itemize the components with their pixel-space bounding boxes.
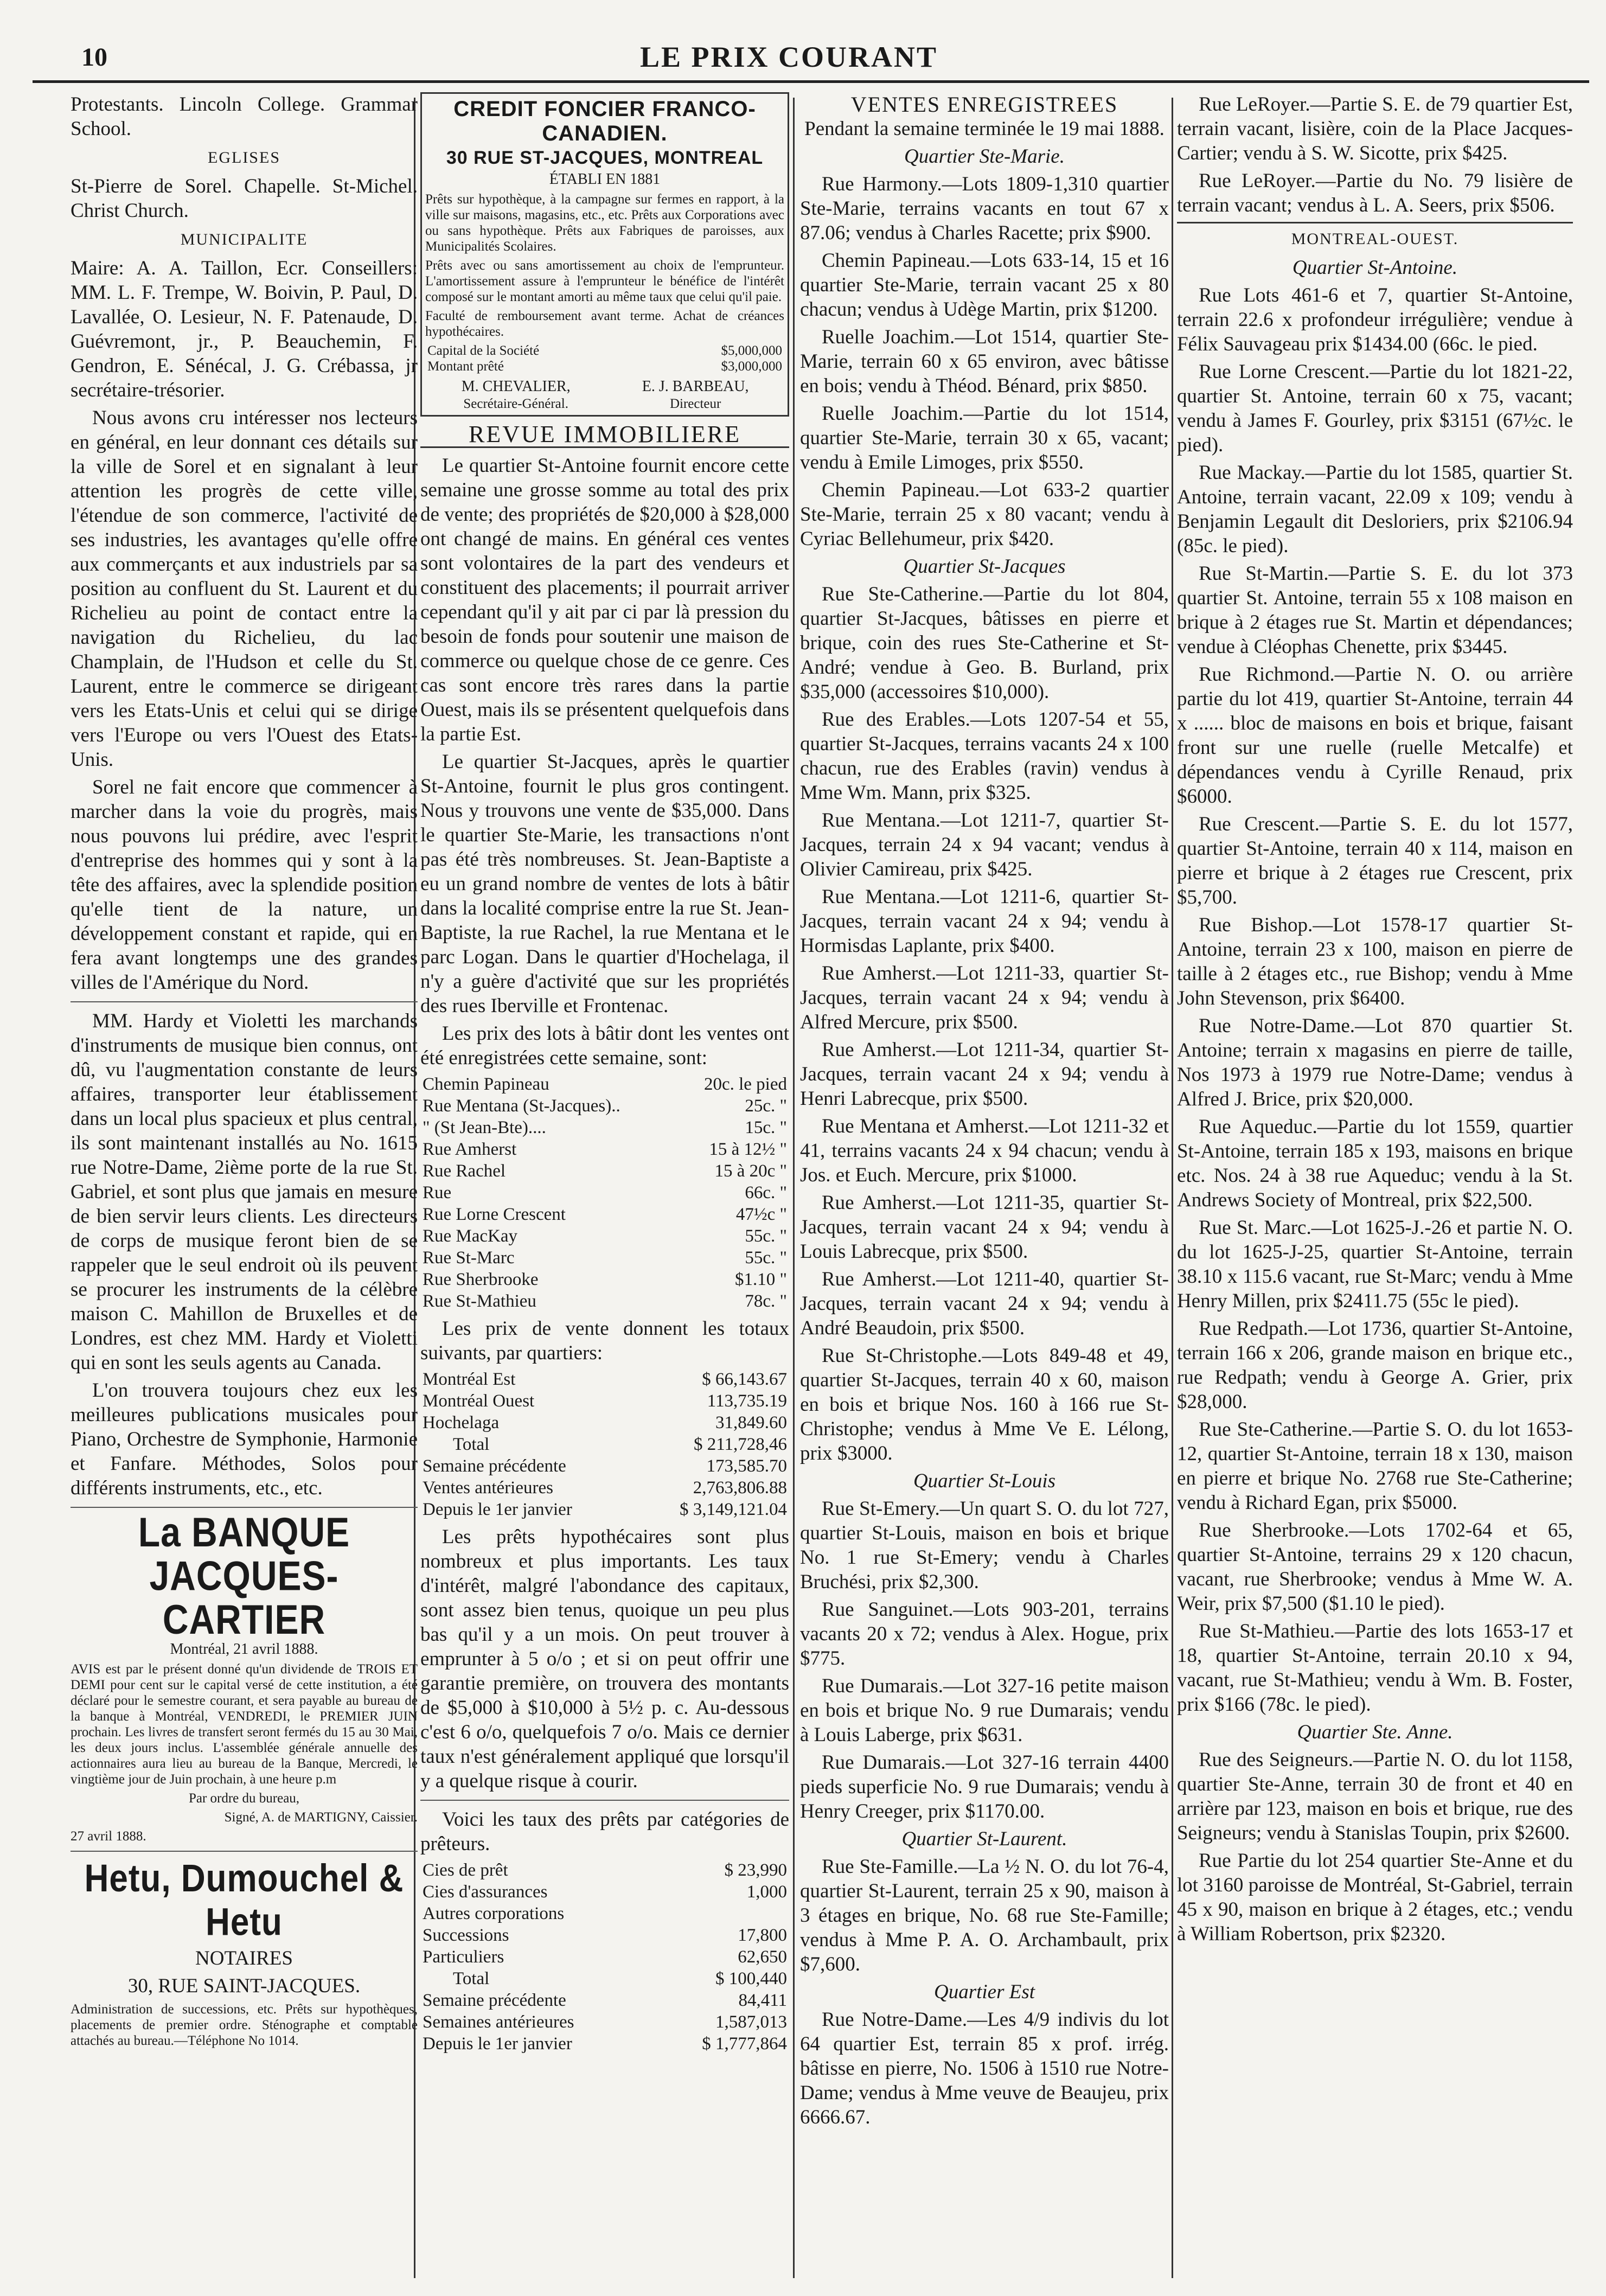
sale-entry: Ruelle Joachim.—Lot 1514, quartier Ste-Marie, terrain 60 x 65 environ, avec bâtisse en bois; vendu à Théod. Bénard, prix $850. [800,326,1169,397]
ventes-subtitle: Pendant la semaine terminée le 19 mai 1888. [804,118,1164,140]
hetu-body: Administration de successions, etc. Prêts sur hypothèques, placements de premier ordre. Sténographe et comptable attachés au bureau.—Téléphone No 1014. [71,2002,418,2048]
loan-row-value: 1,000 [746,1882,787,1902]
sale-entry: Rue Amherst.—Lot 1211-35, quartier St-Jacques, terrain vacant 24 x 94; vendu à Louis Labrecque, prix $500. [800,1192,1169,1263]
sale-entry: Rue Mentana.—Lot 1211-7, quartier St-Jacques, terrain 24 x 94 vacant; vendus à Olivier Camireau, prix $425. [800,809,1169,880]
summary-table [420,1434,789,1520]
sale-entry: Rue St-Christophe.—Lots 849-48 et 49, quartier St-Jacques, terrain 40 x 60, maison en bois et brique Nos. 160 à 166 rue St-Christophe; vendus à Mme Ve E. Lélong, prix $3000. [800,1345,1169,1464]
price-row-label: Rue St-Mathieu [423,1291,536,1311]
sale-entry: Rue Notre-Dame.—Les 4/9 indivis du lot 64 quartier Est, terrain 85 x prof. irrég. bâtisse en pierre, No. 1506 à 1510 rue Notre-Dame; vendus à Mme veuve de Beaujeu, prix 6666.67. [800,2009,1169,2128]
price-row [420,1290,789,1312]
price-row [420,1225,789,1247]
banque-order: Par ordre du bureau, [188,1791,300,1806]
price-row-label: Rue Sherbrooke [423,1270,539,1289]
sig-right-title: Directeur [669,396,721,411]
sale-entry: Rue St-Martin.—Partie S. E. du lot 373 quartier St. Antoine, terrain 55 x 108 maison en brique à 2 étages rue St. Martin et dépendances; vendue à Cléophas Chenette, prix $3445. [1177,562,1573,658]
sale-entry: Rue Sherbrooke.—Lots 1702-64 et 65, quartier St-Antoine, terrains 29 x 120 chacun, vacant, rue Sherbrooke; vendus à Mme W. A. Weir, prix $7,500 ($1.10 le pied). [1177,1519,1573,1615]
total-row [420,1390,789,1412]
loan-semaine-label: Semaine précédente [423,1991,566,2010]
sale-entry: Rue Bishop.—Lot 1578-17 quartier St-Antoine, terrain 23 x 100, maison en pierre de taille à 2 étages etc., rue Bishop; vendu à Mme John Stevenson, prix $6400. [1177,914,1573,1009]
loan-ant-label: Semaines antérieures [423,2012,574,2032]
total-value: $ 211,728,46 [693,1435,787,1454]
ventes-label: Ventes antérieures [423,1478,553,1498]
hetu-subtitle: NOTAIRES [195,1947,293,1969]
loan-row [420,1924,789,1946]
paragraph: Les prêts hypothécaires sont plus nombreux et plus importants. Les taux d'intérêt, malgré l'abondance des capitaux, sont assez bien tenus, quoique un peu plus bas qu'il y a un mois. On peut trouver à emprunter à 5 o/o ; et si on peut offrir une garantie première, on trouvera des montants de $5,000 à $10,000 à 5½ p. c. Au-dessous c'est 6 o/o, quelquefois 7 o/o. Mais ce dernier taux n'est généralement appliqué que lorsqu'il y a quelque risque à courir. [420,1526,789,1792]
credit-foncier-ad [420,92,789,417]
credit-body: Prêts avec ou sans amortissement au choix de l'emprunteur. L'amortissement assure à l'emprunteur le bénéfice de l'intérêt composé sur le montant amorti au même taux que celui qu'il paie. [425,258,784,304]
quarter-totals-table [420,1368,789,1434]
price-row-label: Rue St-Marc [423,1248,515,1268]
banque-date2: 27 avril 1888. [71,1829,146,1844]
price-row-value: 15 à 12½ " [709,1140,787,1159]
column-3 [800,92,1169,2263]
ventes-value: 2,763,806.88 [693,1478,787,1498]
sale-entry: Chemin Papineau.—Lots 633-14, 15 et 16 quartier Ste-Marie, terrain vacant 25 x 80 chacun; vendus à Udège Martin, prix $1200. [800,250,1169,321]
paragraph: Le quartier St-Jacques, après le quartier St-Antoine, fournit le plus gros contingent. Nous y trouvons une vente de $35,000. Dans le quartier Ste-Marie, les transactions n'ont pas été très nombreuses. St. Jean-Baptiste a eu un grand nombre de ventes de lots à bâtir dans la localité comprise entre la rue St. Jean-Baptiste, la rue Rachel, la rue Mentana et le parc Logan. Dans le quartier d'Hochelaga, il n'y a guère d'activité que sur les propriétés des rues Iberville et Frontenac. [420,751,789,1017]
quarter-heading: Quartier St-Louis [913,1470,1056,1492]
sale-entry: Rue Crescent.—Partie S. E. du lot 1577, quartier St-Antoine, terrain 40 x 114, maison en pierre et brique à 2 étages rue Crescent, prix $5,700. [1177,813,1573,909]
column-divider [1172,98,1173,2278]
column-4 [1177,92,1573,2263]
sale-entry: Rue Aqueduc.—Partie du lot 1559, quartier St-Antoine, terrain 185 x 193, maisons en brique etc. Nos. 24 à 38 rue Aqueduc; vendu à la St. Andrews Society of Montreal, prix $22,500. [1177,1116,1573,1211]
loan-row-label: Particuliers [423,1947,504,1967]
quarter-heading: Quartier Ste-Marie. [904,145,1065,168]
sig-left: M. CHEVALIER, [461,378,571,395]
quarter-heading: Quartier Ste. Anne. [1297,1721,1453,1743]
total-row-label: Montréal Ouest [423,1391,535,1411]
price-row-label: Rue Rachel [423,1161,506,1181]
sale-entry: Rue St-Mathieu.—Partie des lots 1653-17 et 18, quartier St-Antoine, terrain 20.10 x 94, vacant, rue St-Mathieu; vendu à Wm. B. Foster, prix $166 (78c. le pied). [1177,1620,1573,1716]
price-row-label: Rue Lorne Crescent [423,1205,566,1224]
sale-entry: Rue Lots 461-6 et 7, quartier St-Antoine, terrain 22.6 x profondeur irrégulière; vendue à Félix Sauvageau prix $1434.00 (66c. le pied. [1177,284,1573,355]
loan-row-value: 17,800 [738,1926,787,1945]
sale-entry: Rue Dumarais.—Lot 327-16 terrain 4400 pieds superficie No. 9 rue Dumarais; vendu à Henry Creeger, prix $1170.00. [800,1751,1169,1822]
total-label: Total [453,1435,490,1454]
sale-entry: Chemin Papineau.—Lot 633-2 quartier Ste-Marie, terrain 25 x 80 vacant; vendu à Cyriac Bellehumeur, prix $420. [800,479,1169,550]
price-row-value: $1.10 " [735,1270,787,1289]
price-row-value: 47½c " [735,1205,787,1224]
sale-entry: Rue Lorne Crescent.—Partie du lot 1821-22, quartier St. Antoine, terrain 60 x 75, vacant; vendu à James F. Gourley, prix $3151 (67½c. le pied). [1177,361,1573,456]
divider [71,1001,418,1002]
credit-title: CREDIT FONCIER FRANCO-CANADIEN. [453,97,756,145]
sale-entry: Rue LeRoyer.—Partie S. E. de 79 quartier Est, terrain vacant, lisière, coin de la Place Jacques-Cartier; vendu à S. W. Sicotte, prix $425. [1177,93,1573,164]
sale-entry: Rue LeRoyer.—Partie du No. 79 lisière de terrain vacant; vendus à L. A. Seers, prix $506. [1177,170,1573,216]
quarter-heading: Quartier St-Antoine. [1292,257,1458,279]
loan-row-value [673,1903,789,1924]
sale-entry: Rue Partie du lot 254 quartier Ste-Anne et du lot 3160 paroisse de Montréal, St-Gabriel, terrain 45 x 90, maison en brique à 2 étages, etc.; vendu à William Robertson, prix $2320. [1177,1850,1573,1945]
paragraph: L'on trouvera toujours chez eux les meilleures publications musicales pour Piano, Orchestre de Symphonie, Harmonie et Fanfare. Méthodes, Solos pour différents instruments, etc., etc. [71,1379,418,1499]
price-row-value: 25c. " [745,1096,787,1116]
banque-body: AVIS est par le présent donné qu'un dividende de TROIS ET DEMI pour cent sur le capital versé de cette institution, a été déclaré pour le semestre courant, et sera payable au bureau de la banque à Montréal, VENDREDI, le PREMIER JUIN prochain. Les livres de transfert seront fermés du 15 au 30 Mai, les deux jours inclus. L'assemblée générale annuelle des actionnaires aura lieu au bureau de la Banque, Mercredi, le vingtième jour de Juin prochain, à une heure p.m [71,1662,418,1787]
loan-row-label: Cies d'assurances [423,1882,548,1902]
price-row-label: Rue Mentana (St-Jacques).. [423,1096,620,1116]
banque-date: Montréal, 21 avril 1888. [170,1641,318,1658]
total-row-value: $ 66,143.67 [702,1370,787,1389]
sig-right: E. J. BARBEAU, [642,378,749,395]
price-row-value: 55c. " [745,1248,787,1268]
price-row [420,1182,789,1204]
sale-entry: Rue Richmond.—Partie N. O. ou arrière partie du lot 419, quartier St-Antoine, terrain 44 x ...... bloc de maisons en bois et brique, faisant front sur une ruelle (ruelle Metcalfe) et dépendances vendu à Cyrille Renaud, prix $6000. [1177,663,1573,808]
depuis-label: Depuis le 1er janvier [423,1500,572,1519]
credit-body: Prêts sur hypothèque, à la campagne sur fermes en rapport, à la ville sur maisons, magasins, etc., etc. Prêts aux Corporations avec ou sans hypothèque. Prêts aux Fabriques de paroisses, aux Municipalités Scolaires. [425,192,784,254]
paragraph: Voici les taux des prêts par catégories de prêteurs. [420,1808,789,1855]
loan-total-value: $ 100,440 [715,1969,787,1988]
price-row-value: 20c. le pied [703,1075,787,1094]
loan-depuis-label: Depuis le 1er janvier [423,2034,572,2054]
sig-left-title: Secrétaire-Général. [463,396,568,411]
lot-prices-table [420,1073,789,1312]
header-rule [33,80,1589,83]
price-row-label: Rue Amherst [423,1140,517,1159]
loan-row-label: Cies de prêt [423,1860,508,1880]
price-row-label: Rue [423,1183,452,1203]
hetu-title: Hetu, Dumouchel & Hetu [84,1857,404,1944]
price-row-label: Rue MacKay [423,1226,518,1246]
loans-table [420,1859,789,1968]
credit-body: Faculté de remboursement avant terme. Achat de créances hypothécaires. [425,309,784,339]
sale-entry: Rue Ste-Catherine.—Partie du lot 804, quartier St-Jacques, bâtisses en pierre et brique, coin des rues Ste-Catherine et St-André; vendue à Geo. B. Burland, prix $35,000 (accessoires $10,000). [800,583,1169,703]
loan-ant-value: 1,587,013 [715,2012,787,2032]
paragraph: Protestants. Lincoln College. Grammar School. [71,93,418,140]
quarter-heading: Quartier Est [933,1981,1035,2003]
credit-capital-value: $5,000,000 [721,343,782,358]
paragraph: MM. Hardy et Violetti les marchands d'instruments de musique bien connus, ont dû, vu l'augmentation constante de leurs affaires, transporter leur établissement dans un local plus spacieux et plus central, ils sont maintenant installés au No. 1615 rue Notre-Dame, 2ième porte de la rue St. Gabriel, et sont plus que jamais en mesure de bien servir leurs clients. Les directeurs de corps de musique feront bien de se rappeler que le seul endroit où ils peuvent se procurer les instruments de la célèbre maison C. Mahillon de Bruxelles et de Londres, est chez MM. Hardy et Violetti qui en sont les seuls agents au Canada. [71,1010,418,1374]
paragraph: Sorel ne fait encore que commencer à marcher dans la voie du progrès, mais nous pouvons lui prédire, avec l'esprit d'entreprise des hommes qui y sont à la tête des affaires, avec la splendide position qu'elle tient de la nature, un développement constant et rapide, qui en fera avant longtemps une des grandes villes de l'Amérique du Nord. [71,776,418,994]
sale-entry: Rue Ste-Famille.—La ½ N. O. du lot 76-4, quartier St-Laurent, terrain 25 x 90, maison à 3 étages en brique, No. 68 rue Ste-Famille; vendus à Mme P. A. O. Archambault, prix $7,600. [800,1856,1169,1975]
total-row-value: 113,735.19 [707,1391,787,1411]
quarter-heading: Quartier St-Jacques [903,555,1066,578]
loan-row-value: 62,650 [738,1947,787,1967]
credit-figures [425,343,784,374]
loan-summary-table [420,1968,789,2055]
loan-row [420,1859,789,1881]
paragraph: St-Pierre de Sorel. Chapelle. St-Michel. Christ Church. [71,175,418,222]
total-row [420,1368,789,1390]
loan-row-label: Autres corporations [423,1904,565,1923]
paragraph: Le quartier St-Antoine fournit encore cette semaine une grosse somme au total des prix de vente; des propriétés de $20,000 à $28,000 ont changé de mains. En général ces ventes sont volontaires de la part des vendeurs et constituent des placements; il pourrait arriver cependant qu'il y ait par ci par là pression du besoin de fonds pour soutenir une maison de commerce ou quelque chose de ce genre. Ces cas sont encore très rares dans la partie Ouest, mais ils se présentent quelquefois dans la partie Est. [420,455,789,745]
sale-entry: Rue Mentana.—Lot 1211-6, quartier St-Jacques, terrain vacant 24 x 94; vendu à Hormisdas Laplante, prix $400. [800,886,1169,957]
loan-row [420,1946,789,1968]
loan-row-label: Successions [423,1926,509,1945]
sale-entry: Rue Harmony.—Lots 1809-1,310 quartier Ste-Marie, terrains vacants en tout 67 x 87.06; vendus à Charles Racette; prix $900. [800,173,1169,244]
price-row [420,1139,789,1160]
price-row [420,1247,789,1269]
sale-entry: Rue Amherst.—Lot 1211-34, quartier St-Jacques, terrain vacant 24 x 94; vendu à Henri Labrecque, prix $500. [800,1039,1169,1110]
total-row-value: 31,849.60 [715,1413,787,1432]
loan-total-label: Total [453,1969,490,1988]
loan-row [420,1903,789,1924]
semaine-label: Semaine précédente [423,1456,566,1476]
section-heading: MUNICIPALITE [180,231,308,248]
column-2 [420,92,789,2263]
sale-entry: Rue Mentana et Amherst.—Lot 1211-32 et 41, terrains vacants 24 x 94 chacun; vendu à Jos. et Euch. Mercure, prix $1000. [800,1115,1169,1186]
banque-signature: Signé, A. de MARTIGNY, Caissier. [224,1810,418,1825]
credit-prete-value: $3,000,000 [721,359,782,374]
loan-depuis-value: $ 1,777,864 [702,2034,787,2054]
price-row [420,1117,789,1139]
credit-address: 30 RUE ST-JACQUES, MONTREAL [446,148,764,168]
paragraph: Nous avons cru intéresser nos lecteurs en général, en leur donnant ces détails sur la ville de Sorel et en signalant à leur attention les progrès de cette ville, l'étendue de son commerce, l'activité de ses industries, les avantages qu'elle offre aux commerçants et aux industriels par sa position au confluent du St. Laurent et du Richelieu au point de contact entre la navigation du Richelieu, du lac Champlain, de l'Hudson et celle du St. Laurent, entre le commerce se dirigeant vers les Etats-Unis et celui qui se dirige vers l'Europe ou vers l'Ouest des Etats-Unis. [71,407,418,771]
semaine-value: 173,585.70 [706,1456,787,1476]
section-heading: EGLISES [208,149,280,167]
price-row-value: 15 à 20c " [714,1161,787,1181]
price-row [420,1095,789,1117]
paragraph: Les prix de vente donnent les totaux suivants, par quartiers: [420,1318,789,1364]
total-row-label: Montréal Est [423,1370,516,1389]
quarter-heading: Quartier St-Laurent. [901,1828,1067,1850]
sale-entry: Rue St. Marc.—Lot 1625-J.-26 et partie N. O. du lot 1625-J-25, quartier St-Antoine, terrain 38.10 x 115.6 vacant, rue St-Marc; vendu à Mme Henry Millen, prix $2411.75 (55c le pied). [1177,1217,1573,1312]
page-number: 10 [81,43,107,72]
price-row-value: 15c. " [745,1118,787,1137]
column-divider [793,98,795,2278]
price-row [420,1204,789,1225]
divider [71,1507,418,1508]
price-row [420,1073,789,1095]
loan-row-value: $ 23,990 [724,1860,787,1880]
price-row-value: 66c. " [745,1183,787,1203]
total-row-label: Hochelaga [423,1413,500,1432]
banque-title: La BANQUE JACQUES-CARTIER [138,1508,350,1643]
sale-entry: Rue Sanguinet.—Lots 903-201, terrains vacants 20 x 72; vendus à Alex. Hogue, prix $775. [800,1598,1169,1670]
sale-entry: Rue des Erables.—Lots 1207-54 et 55, quartier St-Jacques, terrains vacants 24 x 100 chacun, rue des Erables (ravin) vendus à Mme Wm. Mann, prix $325. [800,708,1169,804]
divider [71,1851,418,1852]
paragraph: Les prix des lots à bâtir dont les ventes ont été enregistrées cette semaine, sont: [420,1022,789,1069]
ventes-title: VENTES ENREGISTREES [850,92,1118,117]
price-row-label: Chemin Papineau [423,1075,549,1094]
sale-entry: Rue Notre-Dame.—Lot 870 quartier St. Antoine; terrain x magasins en pierre de taille, Nos 1973 à 1979 rue Notre-Dame; vendus à Alfred J. Brice, prix $20,000. [1177,1015,1573,1110]
sale-entry: Rue Dumarais.—Lot 327-16 petite maison en bois et brique No. 9 rue Dumarais; vendu à Louis Laberge, prix $631. [800,1675,1169,1746]
revue-title: REVUE IMMOBILIERE [420,422,789,448]
price-row [420,1160,789,1182]
sale-entry: Ruelle Joachim.—Partie du lot 1514, quartier Ste-Marie, terrain 30 x 65, vacant; vendu à Emile Limoges, prix $550. [800,402,1169,474]
sale-entry: Rue Redpath.—Lot 1736, quartier St-Antoine, terrain 166 x 206, grande maison en brique etc., rue Redpath; vendu à George A. Grier, prix $28,000. [1177,1318,1573,1413]
divider [420,1800,789,1801]
sale-entry: Rue Amherst.—Lot 1211-40, quartier St-Jacques, terrain vacant 24 x 94; vendu à André Beaudoin, prix $500. [800,1268,1169,1339]
price-row-label: " (St Jean-Bte).... [423,1118,546,1137]
credit-etabli: ÉTABLI EN 1881 [549,171,661,188]
price-row-value: 78c. " [745,1291,787,1311]
depuis-value: $ 3,149,121.04 [680,1500,787,1519]
price-row-value: 55c. " [745,1226,787,1246]
masthead-title: LE PRIX COURANT [640,41,938,73]
credit-prete-label: Montant prêté [427,359,504,374]
sale-entry: Rue St-Emery.—Un quart S. O. du lot 727, quartier St-Louis, maison en bois et brique No. 1 rue St-Emery; vendu à Charles Bruchési, prix $2,300. [800,1498,1169,1593]
hetu-address: 30, RUE SAINT-JACQUES. [127,1975,361,1997]
credit-signatures [425,378,784,412]
page-header [33,38,1589,77]
total-row [420,1412,789,1434]
sale-entry: Rue Mackay.—Partie du lot 1585, quartier St. Antoine, terrain vacant, 22.09 x 109; vendu à Benjamin Legault dit Desloriers, prix $2106.94 (85c. le pied). [1177,462,1573,557]
paragraph: Maire: A. A. Taillon, Ecr. Conseillers: MM. L. F. Trempe, W. Boivin, P. Paul, D. Lavallée, O. Lesieur, N. F. Patenaude, D. Guévremont, jr., P. Beauchemin, F. Gendron, E. Sénécal, J. G. Crébassa, jr secrétaire-trésorier. [71,257,418,401]
section-heading: MONTREAL-OUEST. [1177,222,1573,251]
sale-entry: Rue des Seigneurs.—Partie N. O. du lot 1158, quartier Ste-Anne, terrain 30 de front et 40 en arrière par 123, maison en bois et brique, rue des Seigneurs; vendu à Stanislas Toupin, prix $2600. [1177,1749,1573,1844]
credit-capital-label: Capital de la Société [427,343,540,358]
loan-semaine-value: 84,411 [738,1991,787,2010]
sale-entry: Rue Amherst.—Lot 1211-33, quartier St-Jacques, terrain vacant 24 x 94; vendu à Alfred Mercure, prix $500. [800,962,1169,1033]
price-row [420,1269,789,1290]
sale-entry: Rue Ste-Catherine.—Partie S. O. du lot 1653-12, quartier St-Antoine, terrain 18 x 130, maison en pierre et brique No. 2768 rue Ste-Catherine; vendu à Richard Egan, prix $5000. [1177,1418,1573,1514]
column-1 [71,92,418,2263]
loan-row [420,1881,789,1903]
